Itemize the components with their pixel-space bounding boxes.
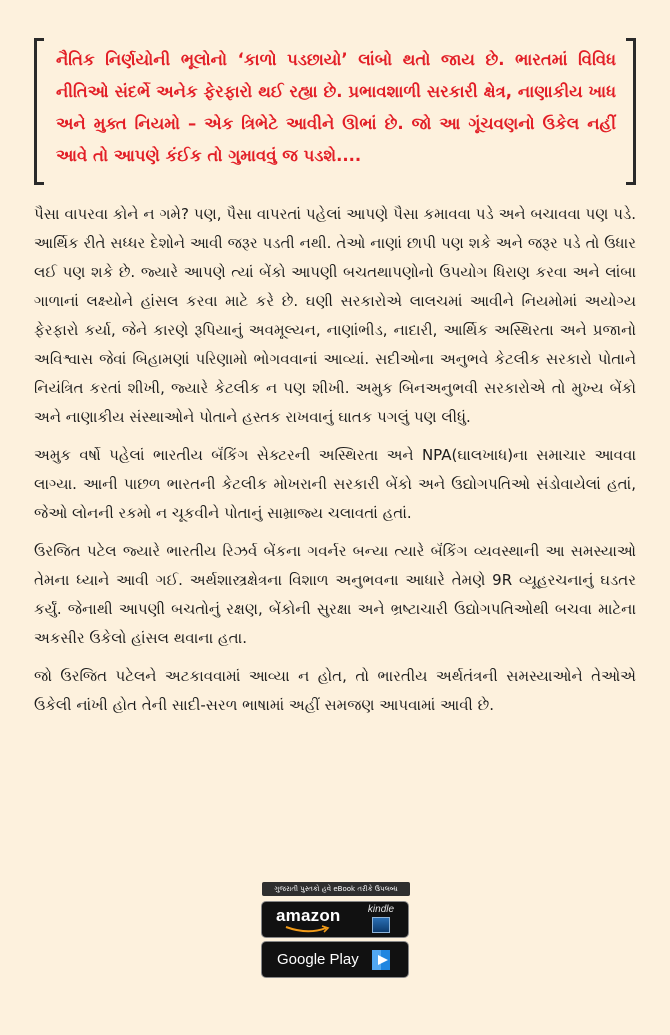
kindle-label: kindle xyxy=(367,904,395,915)
quote-bracket-right xyxy=(626,38,636,185)
description-paragraph-2: અમુક વર્ષો પહેલાં ભારતીય બૅંકિંગ સેક્ટરની અસ્થિરતા અને NPA(ઘાલખાધ)ના સમાચાર આવવા લાગ્યા. આની પાછળ ભારતની કેટલીક મોખરાની સરકારી બેંકો અને ઉદ્યોગપતિઓ સંડોવાયેલાં હતાં, જેઓ લોનની રકમો ન ચૂકવીને પોતાનું સામ્રાજ્ય ચલાવતાં હતાં. xyxy=(34,446,636,522)
amazon-label: amazon xyxy=(276,906,341,925)
google-play-label: Google Play xyxy=(277,951,359,968)
pull-quote xyxy=(34,38,636,185)
google-play-books-icon xyxy=(368,947,394,973)
description-paragraph-4: જો ઉરજિત પટેલને અટકાવવામાં આવ્યા ન હોત, તો ભારતીય અર્થતંત્રની સમસ્યાઓને તેઓએ ઉકેલી નાંખી હોત તેની સાદી-સરળ ભાષામાં અહીં સમજણ આપવામાં આવી છે. xyxy=(34,667,636,714)
book-description xyxy=(34,200,636,729)
description-paragraph-3: ઉરજિત પટેલ જ્યારે ભારતીય રિઝર્વ બેંકના ગવર્નર બન્યા ત્યારે બૅંકિંગ વ્યવસ્થાની આ સમસ્યાઓ તેમના ધ્યાને આવી ગઈ. અર્થશાસ્ત્રક્ષેત્રના વિશાળ અનુભવના આધારે તેમણે 9R વ્યૂહરચનાનું ઘડતર કર્યું. જેનાથી આપણી બચતોનું રક્ષણ, બેંકોની સુરક્ષા અને ભ્રષ્ટાચારી ઉદ્યોગપતિઓથી બચવા માટેના અકસીર ઉકેલો હાંસલ થવાના હતા. xyxy=(34,542,636,647)
ebook-tagline: ગુજરાતી પુસ્તકો હવે eBook તરીકે ઉપલબ્ધ xyxy=(262,882,410,896)
amazon-kindle-badge[interactable] xyxy=(261,901,409,938)
pull-quote-text: નૈતિક નિર્ણયોની ભૂલોનો ‘કાળો પડછાયો’ લાંબો થતો જાય છે. ભારતમાં વિવિધ નીતિઓ સંદર્ભે અનેક ફેરફારો થઈ રહ્યા છે. પ્રભાવશાળી સરકારી ક્ષેત્ર, નાણાકીય ખાધ અને મુક્ત નિયમો – એક ત્રિભેટે આવીને ઊભાં છે. જો આ ગૂંચવણનો ઉકેલ નહીં આવે તો આપણે કંઈક તો ગુમાવવું જ પડશે.... xyxy=(56,50,616,165)
ebook-store-badges xyxy=(0,882,670,982)
description-paragraph-1: પૈસા વાપરવા કોને ન ગમે? પણ, પૈસા વાપરતાં પહેલાં આપણે પૈસા કમાવવા પડે અને બચાવવા પણ પડે. આર્થિક રીતે સધ્ધર દેશોને આવી જરૂર પડતી નથી. તેઓ નાણાં છાપી પણ શકે અને જરૂર પડે તો ઉધાર લઈ પણ શકે છે. જ્યારે આપણે ત્યાં બેંકો આપણી બચતથાપણોનો ઉપયોગ ધિરાણ કરવા અને લાંબા ગાળાનાં લક્ષ્યોને હાંસલ કરવા માટે કરે છે. ઘણી સરકારોએ લાલચમાં આવીને નિયમોમાં અયોગ્ય ફેરફારો કર્યા, જેને કારણે રૂપિયાનું અવમૂલ્યન, નાણાંભીડ, નાદારી, આર્થિક અસ્થિરતા અને પ્રજાનો અવિશ્વાસ જેવાં બિહામણાં પરિણામો ભોગવવાનાં આવ્યાં. સદીઓના અનુભવે કેટલીક સરકારો પોતાને નિયંત્રિત કરતાં શીખી, જ્યારે કેટલીક ન પણ શીખી. અમુક બિનઅનુભવી સરકારોએ તો મુખ્ય બેંકો અને નાણાકીય સંસ્થાઓને પોતાને હસ્તક રાખવાનું ઘાતક પગલું પણ લીધું. xyxy=(34,205,636,426)
kindle-icon xyxy=(364,905,398,934)
google-play-badge[interactable] xyxy=(261,941,409,978)
amazon-smile-icon xyxy=(284,925,332,933)
quote-bracket-left xyxy=(34,38,44,185)
